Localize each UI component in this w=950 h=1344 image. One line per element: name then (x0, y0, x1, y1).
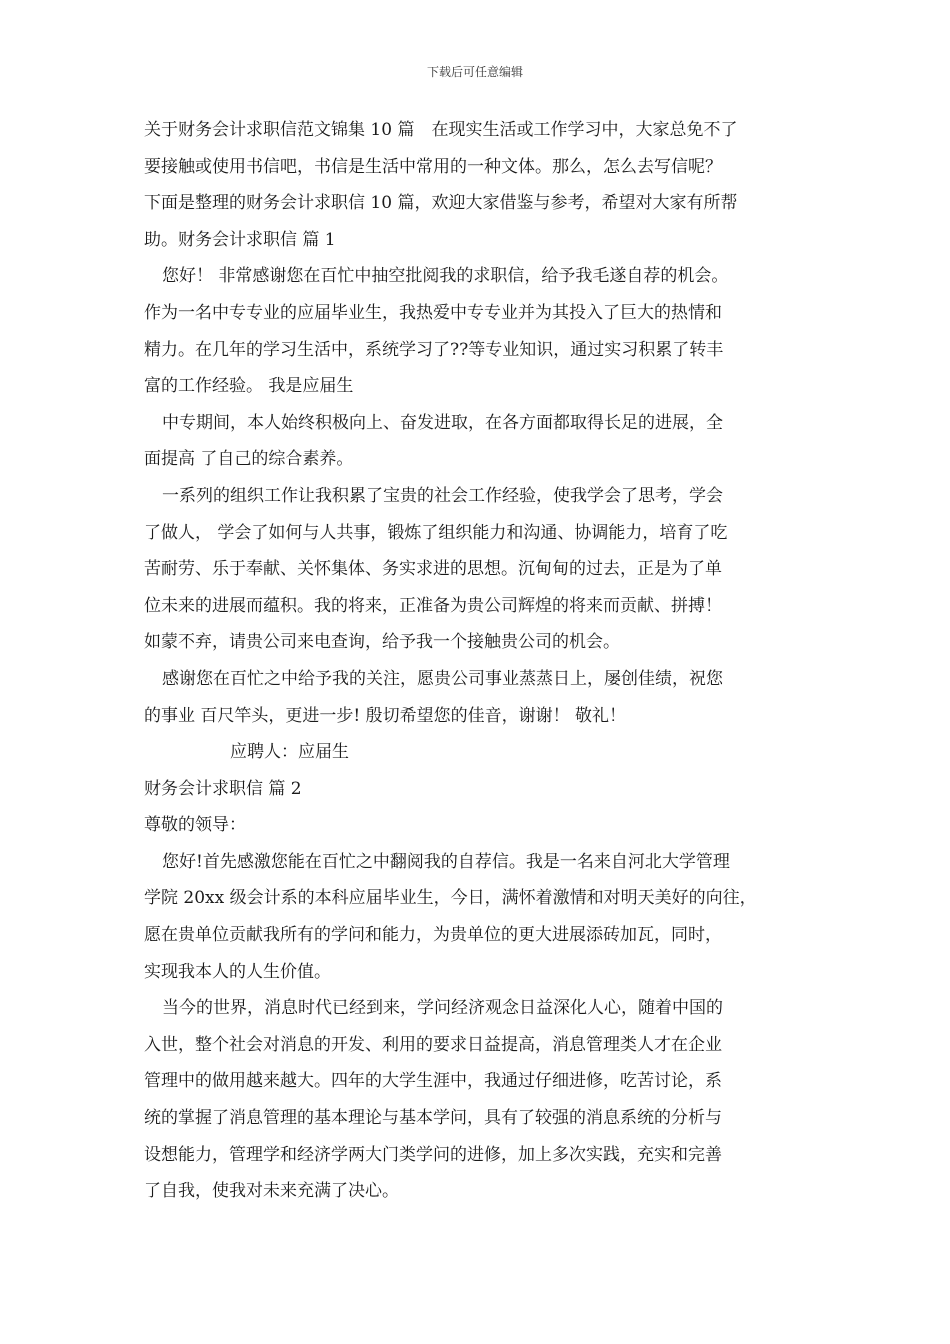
text-line: 一系列的组织工作让我积累了宝贵的社会工作经验，使我学会了思考，学会 (162, 485, 723, 506)
text-line: 实现我本人的人生价值。 (144, 961, 331, 982)
signature-line: 应聘人：应届生 (230, 742, 349, 763)
text-line: 面提高 了自己的综合素养。 (144, 449, 354, 470)
text-line: 了自我，使我对未来充满了决心。 (144, 1181, 399, 1202)
text-line: 统的掌握了消息管理的基本理论与基本学问，具有了较强的消息系统的分析与 (144, 1108, 722, 1129)
text-line: 要接触或使用书信吧，书信是生活中常用的一种文体。那么，怎么去写信呢？ (144, 156, 722, 177)
text-line: 位未来的进展而蕴积。我的将来，正准备为贵公司辉煌的将来而贡献、拼搏！ (144, 595, 722, 616)
text-line: 中专期间，本人始终积极向上、奋发进取，在各方面都取得长足的进展，全 (162, 412, 723, 433)
text-line: 愿在贵单位贡献我所有的学问和能力，为贵单位的更大进展添砖加瓦，同时， (144, 925, 722, 946)
text-line: 助。财务会计求职信 篇 1 (144, 229, 336, 250)
document-body (144, 118, 824, 1216)
text-line: 的事业 百尺竿头，更进一步! 殷切希望您的佳音，谢谢！ 敬礼！ (144, 705, 627, 726)
text-line: 苦耐劳、乐于奉献、关怀集体、务实求进的思想。沉甸甸的过去，正是为了单 (144, 559, 722, 580)
text-line: 精力。在几年的学习生活中，系统学习了??等专业知识，通过实习积累了转丰 (144, 339, 724, 360)
salutation: 尊敬的领导： (144, 815, 246, 836)
text-line: 了做人， 学会了如何与人共事，锻炼了组织能力和沟通、协调能力，培育了吃 (144, 522, 728, 543)
text-line: 您好！ 非常感谢您在百忙中抽空批阅我的求职信，给予我毛遂自荐的机会。 (162, 266, 729, 287)
text-line: 富的工作经验。 我是应届生 (144, 376, 354, 397)
page-header-note: 下载后可任意编辑 (426, 65, 523, 79)
text-line: 感谢您在百忙之中给予我的关注，愿贵公司事业蒸蒸日上，屡创佳绩，祝您 (162, 668, 723, 689)
text-line: 当今的世界，消息时代已经到来，学问经济观念日益深化人心，随着中国的 (162, 998, 723, 1019)
text-line: 设想能力，管理学和经济学两大门类学问的进修，加上多次实践，充实和完善 (144, 1144, 722, 1165)
text-line: 管理中的做用越来越大。四年的大学生涯中，我通过仔细进修，吃苦讨论，系 (144, 1071, 722, 1092)
text-line: 作为一名中专专业的应届毕业生，我热爱中专专业并为其投入了巨大的热情和 (144, 302, 722, 323)
text-line: 如蒙不弃，请贵公司来电查询，给予我一个接触贵公司的机会。 (144, 632, 620, 653)
text-line: 关于财务会计求职信范文锦集 10 篇 在现实生活或工作学习中，大家总免不了 (144, 120, 738, 140)
section-heading: 财务会计求职信 篇 2 (144, 778, 302, 799)
text-line: 您好!首先感激您能在百忙之中翻阅我的自荐信。我是一名来自河北大学管理 (162, 851, 730, 872)
text-line: 学院 20xx 级会计系的本科应届毕业生，今日，满怀着激情和对明天美好的向往， (144, 888, 757, 909)
text-line: 下面是整理的财务会计求职信 10 篇，欢迎大家借鉴与参考，希望对大家有所帮 (144, 193, 738, 214)
text-line: 入世，整个社会对消息的开发、利用的要求日益提高，消息管理类人才在企业 (144, 1034, 722, 1055)
